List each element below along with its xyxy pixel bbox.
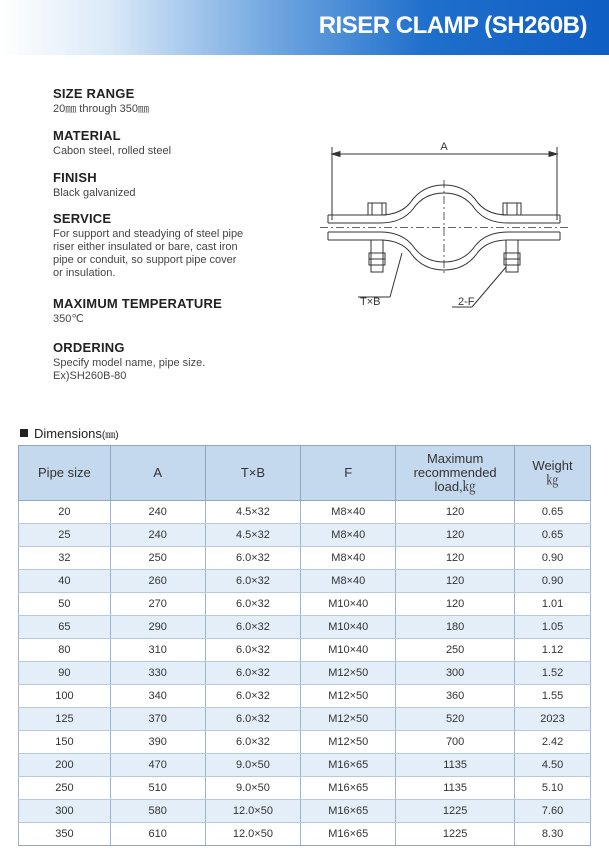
cell-a: 310	[110, 639, 205, 662]
arrow-right	[549, 152, 557, 157]
header-banner	[0, 0, 609, 55]
cell-weight: 2.42	[515, 731, 591, 754]
cell-weight: 1.05	[515, 616, 591, 639]
table-row	[19, 777, 591, 800]
spec-heading: FINISH	[53, 170, 97, 185]
label-2f: 2-F	[458, 296, 475, 308]
cell-f: M16×65	[301, 800, 396, 823]
dimensions-title	[20, 426, 119, 441]
cell-pipe-size: 150	[19, 731, 111, 754]
cell-pipe-size: 250	[19, 777, 111, 800]
cell-txb: 6.0×32	[205, 616, 301, 639]
cell-pipe-size: 32	[19, 547, 111, 570]
spec-text-line: or insulation.	[53, 267, 116, 279]
cell-max-load: 300	[396, 662, 515, 685]
cell-txb: 4.5×32	[205, 524, 301, 547]
cell-f: M12×50	[301, 731, 396, 754]
cell-f: M16×65	[301, 823, 396, 846]
cell-max-load: 180	[396, 616, 515, 639]
spec-text: Black galvanized	[53, 187, 136, 199]
spec-material	[53, 128, 303, 158]
col-header-weight	[515, 446, 591, 501]
spec-heading: SERVICE	[53, 211, 112, 226]
cell-txb: 12.0×50	[205, 823, 301, 846]
cell-txb: 6.0×32	[205, 593, 301, 616]
cell-f: M10×40	[301, 639, 396, 662]
max-load-line: Maximum	[426, 451, 484, 466]
spec-service	[53, 211, 303, 280]
riser-clamp-diagram	[320, 135, 570, 320]
cell-weight: 1.52	[515, 662, 591, 685]
cell-txb: 6.0×32	[205, 639, 301, 662]
bolt-shank-right	[506, 240, 518, 272]
cell-txb: 9.0×50	[205, 777, 301, 800]
cell-f: M8×40	[301, 547, 396, 570]
cell-max-load: 520	[396, 708, 515, 731]
table-row	[19, 501, 591, 524]
cell-max-load: 120	[396, 501, 515, 524]
cell-f: M16×65	[301, 777, 396, 800]
cell-a: 390	[110, 731, 205, 754]
spec-heading: MATERIAL	[53, 128, 121, 143]
spec-heading: MAXIMUM TEMPERATURE	[53, 296, 222, 311]
cell-pipe-size: 100	[19, 685, 111, 708]
cell-txb: 9.0×50	[205, 754, 301, 777]
cell-pipe-size: 300	[19, 800, 111, 823]
page-title: RISER CLAMP (SH260B)	[318, 12, 587, 39]
cell-f: M8×40	[301, 570, 396, 593]
weight-unit: ㎏	[546, 473, 559, 487]
cell-a: 510	[110, 777, 205, 800]
cell-f: M10×40	[301, 616, 396, 639]
cell-txb: 6.0×32	[205, 570, 301, 593]
cell-weight: 7.60	[515, 800, 591, 823]
cell-weight: 1.12	[515, 639, 591, 662]
cell-a: 260	[110, 570, 205, 593]
label-txb: T×B	[360, 296, 381, 308]
spec-text-line: riser either insulated or bare, cast iron	[53, 241, 238, 253]
label-a: A	[440, 141, 448, 153]
spec-text-line: Specify model name, pipe size.	[53, 357, 206, 369]
cell-a: 580	[110, 800, 205, 823]
spec-heading: SIZE RANGE	[53, 86, 135, 101]
weight-line: Weight	[532, 458, 573, 473]
cell-pipe-size: 50	[19, 593, 111, 616]
cell-weight: 4.50	[515, 754, 591, 777]
cell-max-load: 700	[396, 731, 515, 754]
cell-pipe-size: 350	[19, 823, 111, 846]
cell-txb: 6.0×32	[205, 731, 301, 754]
table-row	[19, 823, 591, 846]
spec-max-temperature	[53, 296, 303, 326]
arrow-left	[332, 152, 340, 157]
spec-text: Cabon steel, rolled steel	[53, 145, 172, 157]
cell-weight: 0.90	[515, 570, 591, 593]
cell-weight: 0.65	[515, 524, 591, 547]
bolt-head-left	[368, 203, 386, 215]
cell-weight: 0.90	[515, 547, 591, 570]
cell-a: 290	[110, 616, 205, 639]
spec-heading: ORDERING	[53, 340, 125, 355]
table-row	[19, 639, 591, 662]
cell-pipe-size: 90	[19, 662, 111, 685]
cell-max-load: 120	[396, 524, 515, 547]
cell-max-load: 120	[396, 547, 515, 570]
table-row	[19, 593, 591, 616]
cell-f: M8×40	[301, 501, 396, 524]
dimensions-table	[18, 445, 591, 846]
col-header-pipe-size: Pipe size	[19, 446, 111, 501]
table-row	[19, 708, 591, 731]
leader-txb	[390, 253, 402, 297]
table-row	[19, 616, 591, 639]
col-header-a: A	[110, 446, 205, 501]
table-row	[19, 754, 591, 777]
cell-txb: 6.0×32	[205, 547, 301, 570]
table-row	[19, 524, 591, 547]
cell-f: M12×50	[301, 708, 396, 731]
cell-weight: 1.55	[515, 685, 591, 708]
cell-a: 270	[110, 593, 205, 616]
cell-txb: 4.5×32	[205, 501, 301, 524]
cell-pipe-size: 25	[19, 524, 111, 547]
spec-text: 350℃	[53, 313, 84, 325]
cell-a: 240	[110, 524, 205, 547]
table-row	[19, 685, 591, 708]
bolt-head-right	[503, 203, 521, 215]
table-row	[19, 547, 591, 570]
cell-a: 370	[110, 708, 205, 731]
cell-f: M12×50	[301, 685, 396, 708]
cell-max-load: 250	[396, 639, 515, 662]
table-header-row	[19, 446, 591, 501]
cell-weight: 8.30	[515, 823, 591, 846]
spec-ordering	[53, 340, 303, 383]
spec-text: 20㎜ through 350㎜	[53, 103, 150, 115]
cell-f: M12×50	[301, 662, 396, 685]
spec-text-line: Ex)SH260B-80	[53, 370, 127, 382]
cell-a: 610	[110, 823, 205, 846]
col-header-max-load	[396, 446, 515, 501]
cell-pipe-size: 80	[19, 639, 111, 662]
table-row	[19, 731, 591, 754]
col-header-txb: T×B	[205, 446, 301, 501]
cell-txb: 6.0×32	[205, 685, 301, 708]
cell-pipe-size: 125	[19, 708, 111, 731]
cell-pipe-size: 40	[19, 570, 111, 593]
table-row	[19, 662, 591, 685]
square-bullet-icon	[20, 429, 28, 437]
cell-pipe-size: 20	[19, 501, 111, 524]
dimensions-unit: (㎜)	[101, 430, 119, 441]
cell-weight: 1.01	[515, 593, 591, 616]
cell-pipe-size: 65	[19, 616, 111, 639]
cell-a: 240	[110, 501, 205, 524]
spec-text-line: For support and steadying of steel pipe	[53, 228, 244, 240]
cell-txb: 6.0×32	[205, 662, 301, 685]
cell-f: M8×40	[301, 524, 396, 547]
max-load-line: recommended	[413, 465, 497, 480]
cell-a: 470	[110, 754, 205, 777]
max-load-line: load,㎏	[434, 479, 476, 494]
cell-weight: 5.10	[515, 777, 591, 800]
cell-txb: 12.0×50	[205, 800, 301, 823]
leader-2f	[472, 267, 506, 307]
spec-finish	[53, 170, 303, 200]
spec-text-line: pipe or conduit, so support pipe cover	[53, 254, 237, 266]
cell-weight: 0.65	[515, 501, 591, 524]
cell-max-load: 1135	[396, 754, 515, 777]
spec-size-range	[53, 86, 303, 116]
cell-a: 330	[110, 662, 205, 685]
cell-max-load: 360	[396, 685, 515, 708]
cell-txb: 6.0×32	[205, 708, 301, 731]
cell-max-load: 1135	[396, 777, 515, 800]
col-header-f: F	[301, 446, 396, 501]
dimensions-title-text: Dimensions	[34, 426, 102, 441]
table-row	[19, 570, 591, 593]
cell-f: M10×40	[301, 593, 396, 616]
cell-a: 340	[110, 685, 205, 708]
cell-weight: 2023	[515, 708, 591, 731]
cell-f: M16×65	[301, 754, 396, 777]
cell-max-load: 1225	[396, 823, 515, 846]
cell-a: 250	[110, 547, 205, 570]
bolt-shank-left	[371, 240, 383, 272]
table-body	[19, 501, 591, 846]
cell-max-load: 120	[396, 570, 515, 593]
cell-pipe-size: 200	[19, 754, 111, 777]
cell-max-load: 120	[396, 593, 515, 616]
cell-max-load: 1225	[396, 800, 515, 823]
table-row	[19, 800, 591, 823]
